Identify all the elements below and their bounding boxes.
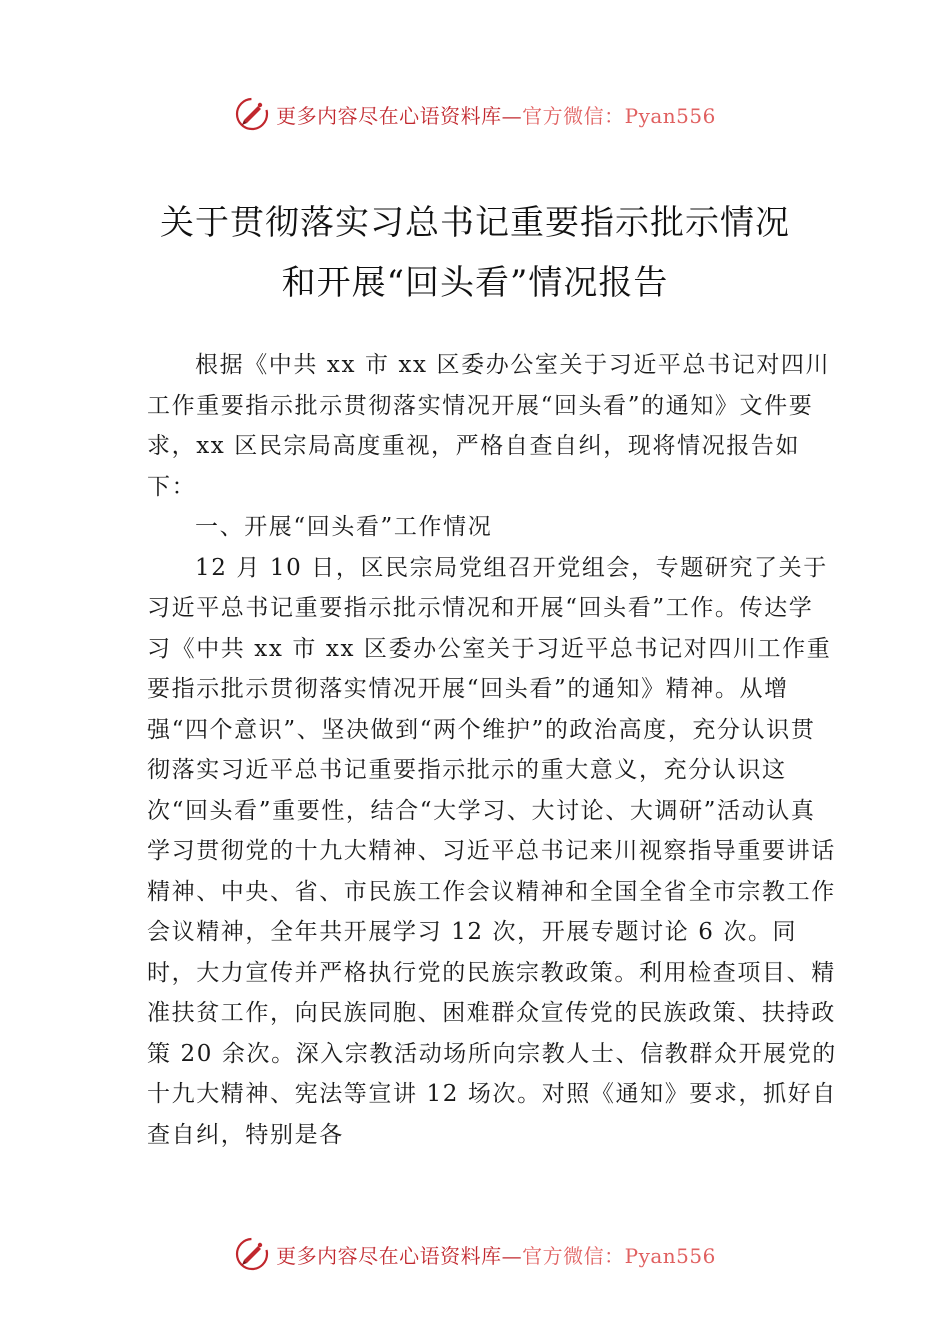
banner-wechat-id: Pyan556 [624,103,716,128]
document-title-line-1: 关于贯彻落实习总书记重要指示批示情况 [160,203,790,243]
document-title-line-2: 和开展“回头看”情况报告 [281,263,669,303]
banner-site-name: 更多内容尽在心语资料库 [276,1243,502,1268]
banner-site-name: 更多内容尽在心语资料库 [276,103,502,128]
banner-wechat-label: 官方微信： [522,1243,625,1268]
intro-paragraph: 根据《中共 xx 市 xx 区委办公室关于习近平总书记对四川工作重要指示批示贯彻落实情况开展“回头看”的通知》文件要求，xx 区民宗局高度重视，严格自查自纠，现将情况报告如下： [147,352,831,500]
banner-dash: — [501,1243,523,1268]
banner-text [276,100,716,129]
banner-text [276,1240,716,1269]
banner-wechat-id: Pyan556 [624,1243,716,1268]
section-1-paragraph: 12 月 10 日，区民宗局党组召开党组会，专题研究了关于习近平总书记重要指示批示情况和开展“回头看”工作。传达学习《中共 xx 市 xx 区委办公室关于习近平总书记对四川工作重要指示批示贯彻落实情况开展“回头看”的通知》精神。从增强“四个意识”、坚决做到“两个维护”的政治高度，充分认识贯彻落实习近平总书记重要指示批示的重大意义，充分认识这次“回头看”重要性，结合“大学习、大讨论、大调研”活动认真学习贯彻党的十九大精神、习近平总书记来川视察指导重要讲话精神、中央、省、市民族工作会议精神和全国全省全市宗教工作会议精神，全年共开展学习 12 次，开展专题讨论 6 次。同时，大力宣传并严格执行党的民族宗教政策。利用检查项目、精准扶贫工作，向民族同胞、困难群众宣传党的民族政策、扶持政策 20 余次。深入宗教活动场所向宗教人士、信教群众开展党的十九大精神、宪法等宣讲 12 场次。对照《通知》要求，抓好自查自纠，特别是各 [147,554,837,1148]
document-body [147,345,837,1155]
library-logo-icon [234,1236,270,1272]
section-1-heading: 一、开展“回头看”工作情况 [195,514,493,540]
header-watermark-banner [0,90,950,138]
banner-wechat-label: 官方微信： [522,103,625,128]
footer-watermark-banner [0,1230,950,1278]
banner-dash: — [501,103,523,128]
library-logo-icon [234,96,270,132]
